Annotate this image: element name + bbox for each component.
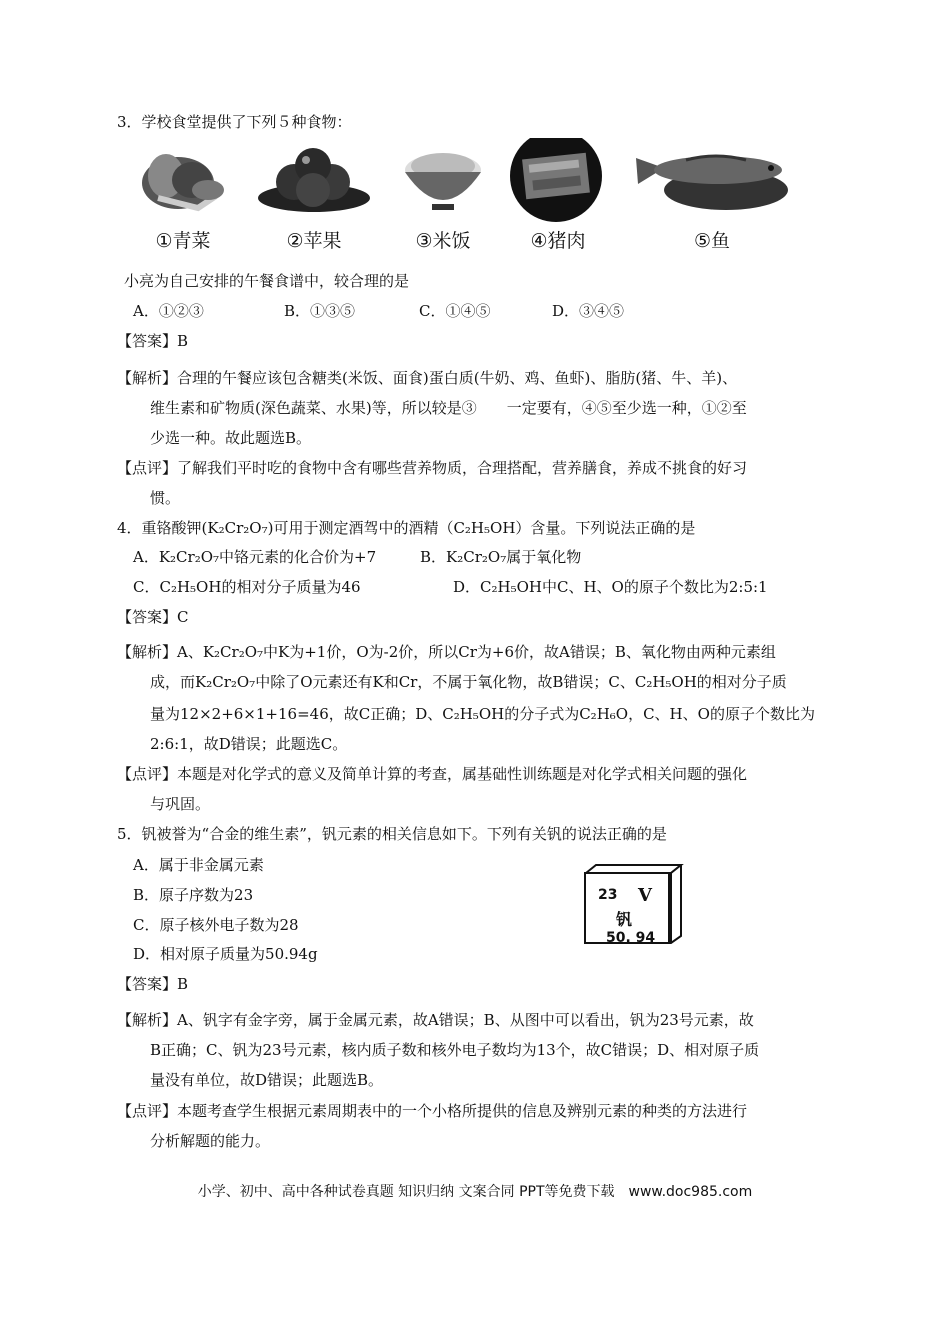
- q5-comment-line: 分析解题的能力。: [150, 1132, 271, 1150]
- q3-option-d: D．③④⑤: [552, 302, 625, 320]
- food-item-rice: [398, 138, 488, 258]
- apple-image: [256, 138, 372, 223]
- q3-option-c: C．①④⑤: [419, 302, 491, 320]
- q5-option-c: C．原子核外电子数为28: [133, 916, 299, 934]
- element-name: 钒: [616, 910, 633, 929]
- q3-comment-line: 惯。: [150, 489, 181, 507]
- food-images: [128, 138, 798, 258]
- q4-option-a: A．K₂Cr₂O₇中铬元素的化合价为+7: [133, 548, 377, 566]
- q5-analysis-line: 量没有单位，故D错误；此题选B。: [150, 1071, 384, 1089]
- food-item-pork: [510, 138, 606, 258]
- q4-option-c: C．C₂H₅OH的相对分子质量为46: [133, 578, 361, 596]
- food-label: ④猪肉: [530, 230, 586, 252]
- q5-option-d: D．相对原子质量为50.94g: [133, 945, 318, 963]
- q4-answer: 【答案】C: [117, 608, 189, 626]
- q4-analysis-line: 成，而K₂Cr₂O₇中除了O元素还有K和Cr，不属于氧化物，故B错误；C、C₂H₅OH的相对分子质: [150, 673, 787, 691]
- q3-answer: 【答案】B: [117, 332, 189, 350]
- q4-analysis-line: 量为12×2+6×1+16=46，故C正确；D、C₂H₅OH的分子式为C₂H₆O，C、H、O的原子个数比为: [150, 705, 815, 723]
- pork-image: [510, 138, 606, 223]
- element-card-vanadium: [584, 864, 684, 944]
- food-label: ⑤鱼: [693, 230, 731, 252]
- vegetable-image: [128, 138, 238, 223]
- q3-analysis-line: 少选一种。故此题选B。: [150, 429, 312, 447]
- food-item-fish: [626, 138, 798, 258]
- q5-analysis-line: B正确；C、钒为23号元素，核内质子数和核外电子数均为13个，故C错误；D、相对原子质: [150, 1041, 760, 1059]
- q4-option-b: B．K₂Cr₂O₇属于氧化物: [420, 548, 582, 566]
- q5-stem: 5．钒被誉为“合金的维生素”，钒元素的相关信息如下。下列有关钒的说法正确的是: [117, 825, 667, 843]
- q3-analysis-line: 【解析】合理的午餐应该包含糖类(米饭、面食)蛋白质(牛奶、鸡、鱼虾)、脂肪(猪、牛、羊)、: [117, 369, 738, 387]
- element-symbol: V: [638, 885, 652, 906]
- page-footer: 小学、初中、高中各种试卷真题 知识归纳 文案合同 PPT等免费下载 www.doc985.com: [197, 1184, 753, 1200]
- q3-option-a: A．①②③: [133, 302, 204, 320]
- atomic-number: 23: [598, 887, 618, 903]
- q3-comment-line: 【点评】了解我们平时吃的食物中含有哪些营养物质，合理搭配，营养膳食，养成不挑食的好习: [117, 459, 748, 477]
- q3-analysis-line: 维生素和矿物质(深色蔬菜、水果)等，所以较是③ 一定要有，④⑤至少选一种，①②至: [150, 399, 747, 417]
- q5-analysis-line: 【解析】A、钒字有金字旁，属于金属元素，故A错误；B、从图中可以看出，钒为23号元素，故: [117, 1011, 754, 1029]
- fish-image: [626, 138, 798, 223]
- food-item-apple: [256, 138, 372, 258]
- q5-option-b: B．原子序数为23: [133, 886, 254, 904]
- food-label: ③米饭: [415, 230, 471, 252]
- q4-option-d: D．C₂H₅OH中C、H、O的原子个数比为2:5:1: [453, 578, 768, 596]
- q4-analysis-line: 2:6:1，故D错误；此题选C。: [150, 735, 348, 753]
- q5-answer: 【答案】B: [117, 975, 189, 993]
- food-label: ①青菜: [155, 230, 211, 252]
- q4-analysis-line: 【解析】A、K₂Cr₂O₇中K为+1价，O为-2价，所以Cr为+6价，故A错误；B、氧化物由两种元素组: [117, 643, 776, 661]
- q5-comment-line: 【点评】本题考查学生根据元素周期表中的一个小格所提供的信息及辨别元素的种类的方法进行: [117, 1102, 748, 1120]
- q3-stem: 3．学校食堂提供了下列５种食物：: [117, 113, 352, 131]
- element-card-face: [584, 872, 670, 944]
- food-item-vegetable: [128, 138, 238, 258]
- q3-option-b: B．①③⑤: [284, 302, 356, 320]
- q4-comment-line: 与巩固。: [150, 795, 211, 813]
- food-label: ②苹果: [286, 230, 342, 252]
- q4-stem: 4．重铬酸钾(K₂Cr₂O₇)可用于测定酒驾中的酒精（C₂H₅OH）含量。下列说法正确的是: [117, 519, 696, 537]
- q4-comment-line: 【点评】本题是对化学式的意义及简单计算的考查，属基础性训练题是对化学式相关问题的强化: [117, 765, 748, 783]
- atomic-mass: 50. 94: [606, 930, 656, 946]
- q5-option-a: A．属于非金属元素: [133, 856, 264, 874]
- q3-prompt: 小亮为自己安排的午餐食谱中，较合理的是: [124, 272, 410, 290]
- rice-image: [398, 138, 488, 223]
